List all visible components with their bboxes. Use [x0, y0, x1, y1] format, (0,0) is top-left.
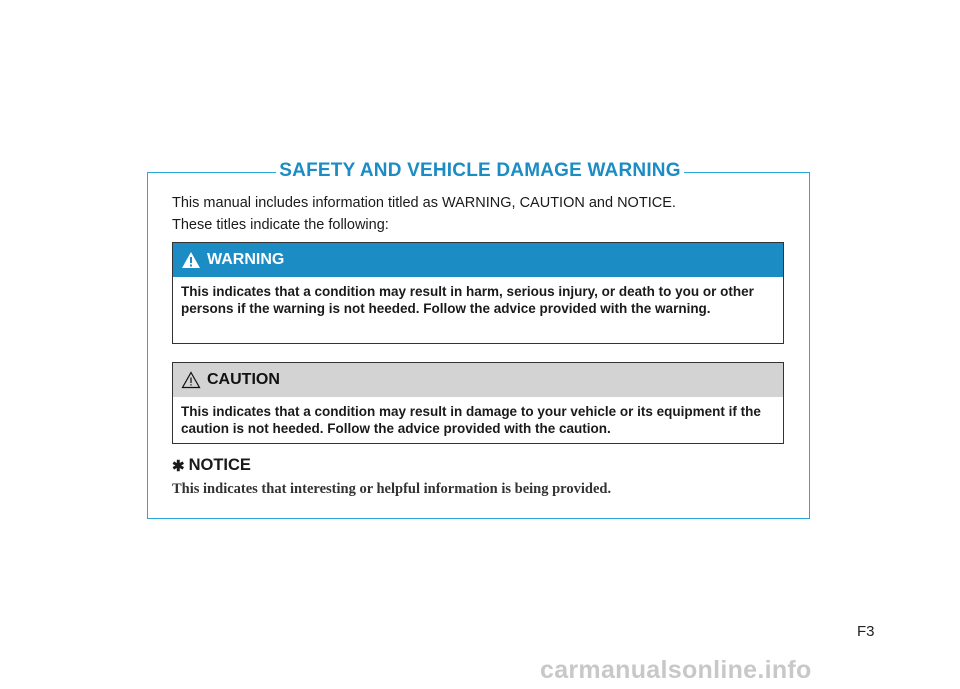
notice-heading — [172, 456, 251, 475]
watermark: carmanualsonline.info — [540, 656, 812, 684]
notice-text: This indicates that interesting or helpful information is being provided. — [172, 481, 612, 497]
notice-star-icon: ✱ — [172, 457, 185, 475]
warning-box — [172, 242, 784, 344]
section-title: SAFETY AND VEHICLE DAMAGE WARNING — [276, 157, 684, 185]
warning-triangle-filled-icon — [181, 251, 201, 269]
warning-label: WARNING — [207, 251, 285, 268]
caution-box — [172, 362, 784, 444]
warning-text: This indicates that a condition may result in harm, serious injury, or death to you or other persons if the warning is not heeded. Follow the advice provided with the warning. — [181, 284, 754, 316]
caution-text: This indicates that a condition may result in damage to your vehicle or its equipment if the caution is not heeded. Follow the advice provided with the caution. — [181, 404, 761, 436]
intro-text — [172, 192, 676, 236]
intro-line-2: These titles indicate the following: — [172, 217, 389, 233]
warning-header — [173, 243, 783, 277]
notice-label: NOTICE — [188, 456, 251, 474]
page-number: F3 — [857, 623, 875, 640]
caution-label: CAUTION — [207, 371, 280, 388]
warning-triangle-outline-icon — [181, 371, 201, 389]
intro-line-1: This manual includes information titled as WARNING, CAUTION and NOTICE. — [172, 195, 676, 211]
caution-header — [173, 363, 783, 397]
